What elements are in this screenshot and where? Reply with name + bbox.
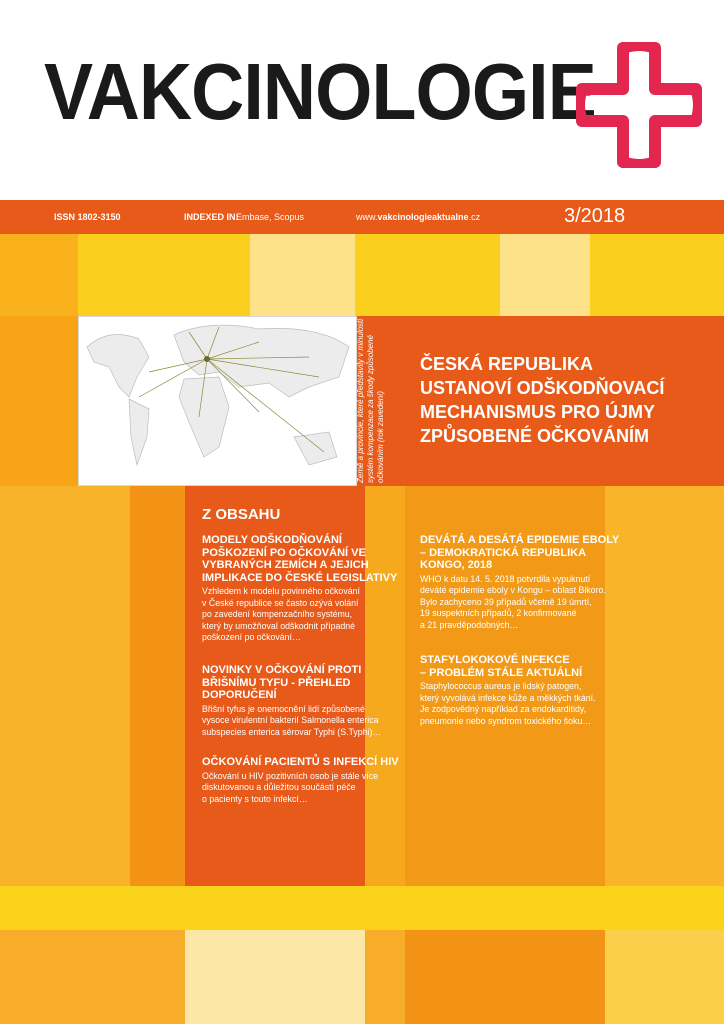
article-abstract: Staphylococcus aureus je lidský patogen, který vyvolává infekce kůže a měkkých tkání. Je zodpovědný například za endokarditidy, pneumonie nebo syndrom toxického šoku… [420, 681, 596, 726]
article-heading: MODELY ODŠKODŇOVÁNÍ POŠKOZENÍ PO OČKOVÁNÍ VE VYBRANÝCH ZEMÍCH A JEJICH IMPLIKACE DO ČESKÉ LEGISLATIVY [202, 534, 398, 584]
article-hiv[interactable] [202, 756, 402, 805]
masthead [0, 0, 724, 200]
article-abstract: Očkování u HIV pozitivních osob je stále více diskutovanou a důležitou součástí péče o pacienty s touto infekcí… [202, 770, 379, 804]
article-vaccine-compensation[interactable] [202, 534, 402, 644]
world-map-image [78, 316, 357, 486]
journal-title: VAKCINOLOGIE [44, 47, 596, 136]
cross-logo-icon [576, 42, 702, 168]
article-abstract: Břišní tyfus je onemocnění lidí způsobené vysoce virulentní bakterií Salmonella enterica subspecies enterica sérovar Typhi (S.Typhi)… [202, 703, 382, 737]
article-heading: STAFYLOKOKOVÉ INFEKCE – PROBLÉM STÁLE AKTUÁLNÍ [420, 654, 583, 679]
article-abstract: Vzhledem k modelu povinného očkování v České republice se často ozývá volání po zavedení kompenzačního systému, který by umožňoval odškodnit případné poškození po očkování… [202, 586, 360, 642]
article-heading: NOVINKY V OČKOVÁNÍ PROTI BŘIŠNÍMU TYFU - PŘEHLED DOPORUČENÍ [202, 664, 362, 701]
issue-number: 3/2018 [564, 205, 626, 227]
website[interactable]: www.vakcinologieaktualne.cz [356, 212, 481, 222]
cover-headline: ČESKÁ REPUBLIKA USTANOVÍ ODŠKODŇOVACÍ MECHANISMUS PRO ÚJMY ZPŮSOBENÉ OČKOVÁNÍM [420, 354, 665, 446]
info-band [0, 200, 724, 234]
indexed-label: INDEXED IN: [184, 212, 239, 222]
map-caption: Země a provincie, které představily v minulosti systém kompenzace za škody způsobené očkováním (rok zavedení) [356, 318, 385, 483]
contents-title: Z OBSAHU [202, 506, 281, 523]
article-abstract: WHO k datu 14. 5. 2018 potvrdila vypuknutí deváté epidemie eboly v Kongu – oblast Bikoro. Bylo zachyceno 39 případů včetně 19 úmrtí, 19 suspektních případů, 2 konfirmované a 21 pravděpodobných… [420, 573, 606, 630]
article-heading: DEVÁTÁ A DESÁTÁ EPIDEMIE EBOLY – DEMOKRATICKÁ REPUBLIKA KONGO, 2018 [420, 534, 620, 571]
indexed-value: Embase, Scopus [236, 212, 305, 222]
article-ebola[interactable] [420, 534, 620, 631]
article-typhoid[interactable] [202, 664, 402, 738]
article-heading: OČKOVÁNÍ PACIENTŮ S INFEKCÍ HIV [202, 756, 399, 768]
issn: ISSN 1802-3150 [54, 212, 121, 222]
article-staphylococcus[interactable] [420, 654, 620, 727]
